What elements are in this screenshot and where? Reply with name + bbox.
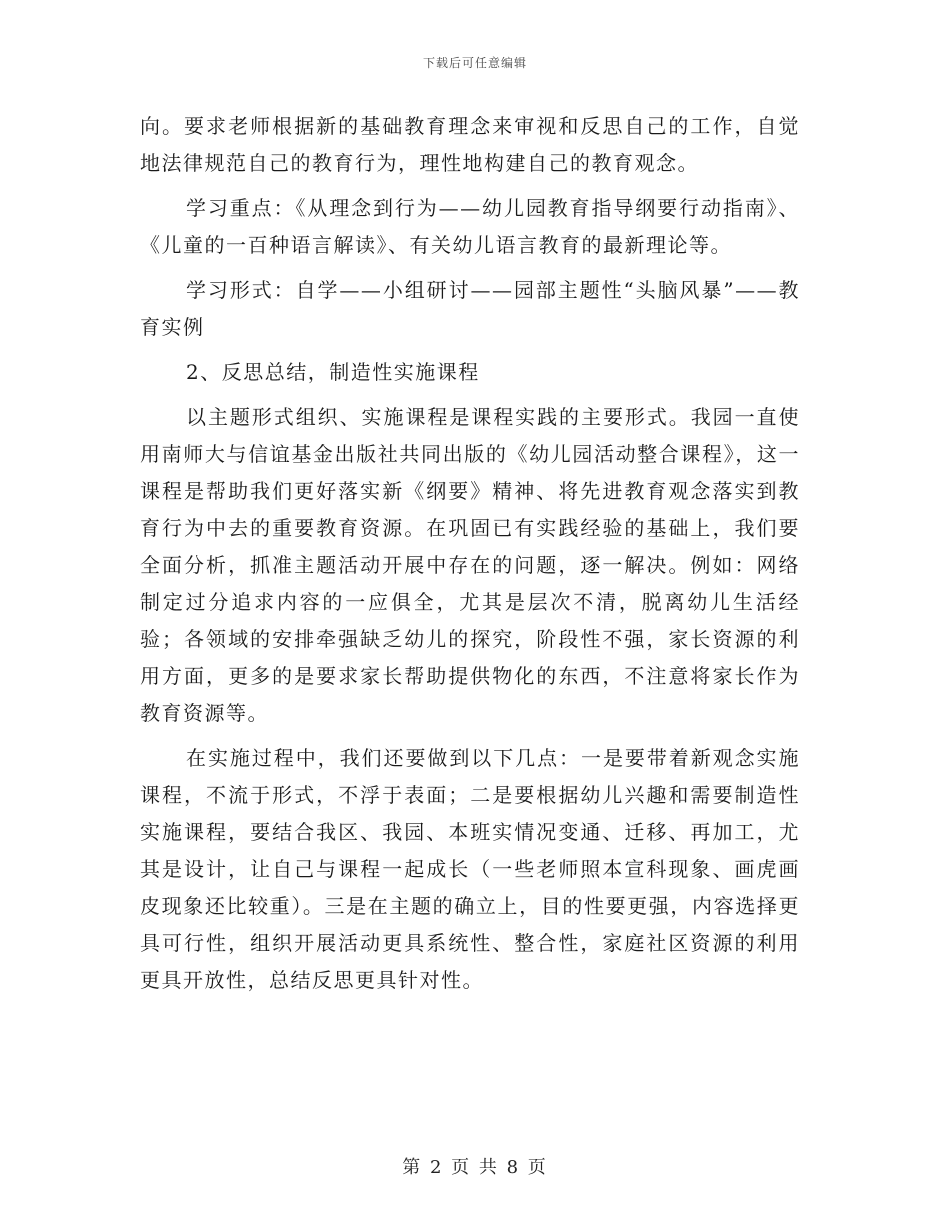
paragraph-study-focus: 学习重点：《从理念到行为——幼儿园教育指导纲要行动指南》、《儿童的一百种语言解读》、有关幼儿语言教育的最新理论等。 <box>140 196 800 257</box>
document-body <box>140 108 800 1007</box>
paragraph-curriculum: 以主题形式组织、实施课程是课程实践的主要形式。我园一直使用南师大与信谊基金出版社共同出版的《幼儿园活动整合课程》，这一课程是帮助我们更好落实新《纲要》精神、将先进教育观念落实到教育行为中去的重要教育资源。在巩固已有实践经验的基础上，我们要全面分析，抓准主题活动开展中存在的问题，逐一解决。例如：网络制定过分追求内容的一应俱全，尤其是层次不清，脱离幼儿生活经验；各领域的安排牵强缺乏幼儿的探究，阶段性不强，家长资源的利用方面，更多的是要求家长帮助提供物化的东西，不注意将家长作为教育资源等。 <box>140 405 800 725</box>
paragraph-1: 向。要求老师根据新的基础教育理念来审视和反思自己的工作，自觉地法律规范自己的教育行为，理性地构建自己的教育观念。 <box>140 114 800 175</box>
page-header: 下载后可任意编辑 <box>422 56 527 70</box>
paragraph-study-format: 学习形式：自学——小组研讨——园部主题性“头脑风暴”——教育实例 <box>140 278 800 339</box>
paragraph-implementation: 在实施过程中，我们还要做到以下几点：一是要带着新观念实施课程，不流于形式，不浮于表面；二是要根据幼儿兴趣和需要制造性实施课程，要结合我区、我园、本班实情况变通、迁移、再加工，尤其是设计，让自己与课程一起成长（一些老师照本宣科现象、画虎画皮现象还比较重）。三是在主题的确立上，目的性要更强，内容选择更具可行性，组织开展活动更具系统性、整合性，家庭社区资源的利用更具开放性，总结反思更具针对性。 <box>140 746 800 992</box>
section-heading-2: 2、反思总结，制造性实施课程 <box>186 360 480 384</box>
page-number: 第 2 页 共 8 页 <box>402 1157 548 1178</box>
